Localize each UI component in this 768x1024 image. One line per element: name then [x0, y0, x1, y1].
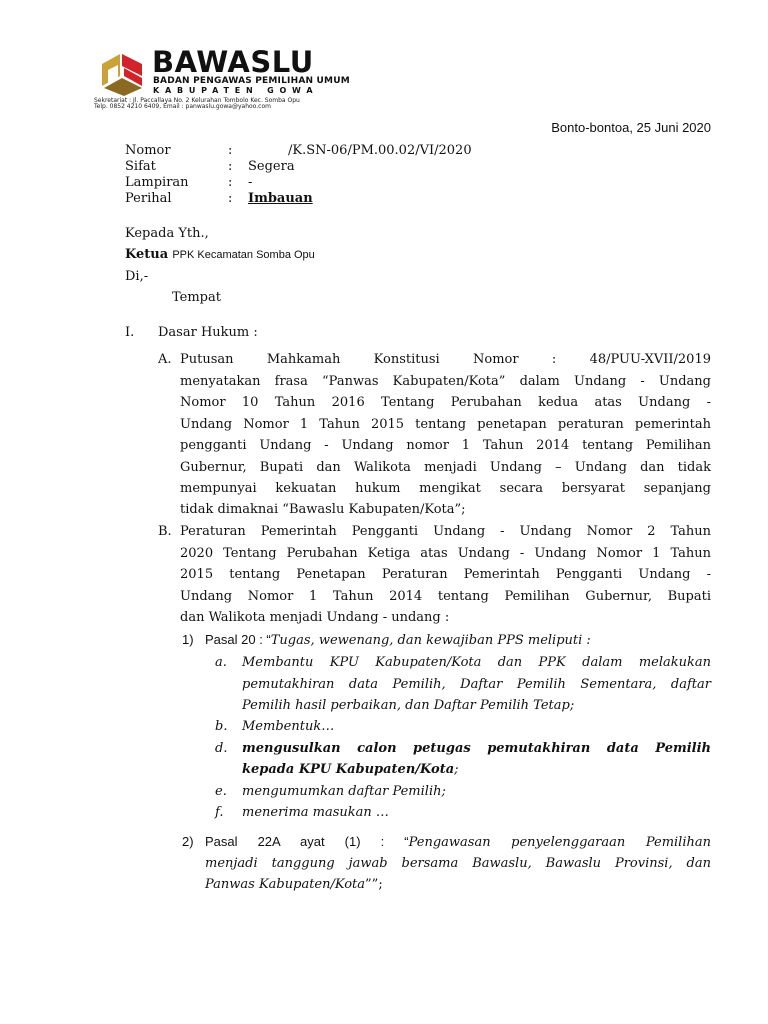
sub-b-label: b.: [215, 719, 228, 734]
item-a-line: Nomor 10 Tahun 2016 Tentang Perubahan kedua atas Undang -: [180, 395, 711, 410]
item-a-line: Undang Nomor 1 Tahun 2015 tentang penetapan peraturan pemerintah: [180, 417, 711, 432]
meta-key: Nomor: [125, 143, 171, 158]
pasal-22a-number: 2): [182, 834, 194, 849]
sub-d-label: d.: [215, 741, 228, 756]
greeting: Kepada Yth.,: [125, 226, 209, 241]
address-line-2: Telp. 0852 4210 6409, Email : panwaslu.gowa@yahoo.com: [94, 103, 271, 110]
item-b-line: 2020 Tentang Perubahan Ketiga atas Undang - Undang Nomor 1 Tahun: [180, 546, 711, 561]
sub-f-line: menerima masukan …: [242, 805, 389, 820]
meta-key: Lampiran: [125, 175, 189, 190]
item-a-line: Putusan Mahkamah Konstitusi Nomor : 48/PUU-XVII/2019: [180, 352, 711, 367]
pasal-22a-line-2: menjadi tanggung jawab bersama Bawaslu, Bawaslu Provinsi, dan: [205, 856, 711, 871]
item-a-line: tidak dimaknai “Bawaslu Kabupaten/Kota”;: [180, 502, 466, 517]
item-a-line: Gubernur, Bupati dan Walikota menjadi Undang – Undang dan tidak: [180, 460, 711, 475]
item-b-line: dan Walikota menjadi Undang - undang :: [180, 610, 450, 625]
sub-a-line: pemutakhiran data Pemilih, Daftar Pemilih Sementara, daftar: [242, 677, 711, 692]
pasal-22a-lead: Pasal 22A ayat (1) : “: [205, 834, 409, 849]
sub-a-label: a.: [215, 655, 227, 670]
sub-f-label: f.: [215, 805, 224, 820]
item-a-line: menyatakan frasa “Panwas Kabupaten/Kota” dalam Undang - Undang: [180, 374, 711, 389]
sub-a-line: Pemilih hasil perbaikan, dan Daftar Pemilih Tetap;: [242, 698, 575, 713]
sub-d-tail: ;: [454, 762, 459, 777]
tempat-line: Tempat: [172, 290, 221, 305]
pasal-20-lead: Pasal 20 : “: [205, 632, 271, 647]
sub-a-line: Membantu KPU Kabupaten/Kota dan PPK dalam melakukan: [242, 655, 711, 670]
meta-colon: :: [228, 191, 233, 206]
meta-row-lampiran: [125, 175, 252, 191]
meta-value: -: [248, 175, 253, 190]
pasal-22a-quote: Pengawasan penyelenggaraan Pemilihan: [408, 835, 711, 850]
recipient-title: [125, 247, 315, 263]
sub-d-line: mengusulkan calon petugas pemutakhiran data Pemilih: [242, 741, 711, 756]
meta-colon: :: [228, 159, 233, 174]
pasal-22a-tail: ””;: [365, 877, 383, 892]
pasal-22a-line-1: [205, 834, 711, 851]
sub-e-label: e.: [215, 784, 227, 799]
item-a-label: A.: [158, 352, 172, 367]
sub-b-line: Membentuk…: [242, 719, 335, 734]
sub-e-line: mengumumkan daftar Pemilih;: [242, 784, 446, 799]
pasal-20-quote: Tugas, wewenang, dan kewajiban PPS meliputi :: [270, 633, 591, 648]
pasal-20-number: 1): [182, 632, 194, 647]
item-b-line: 2015 tentang Penetapan Peraturan Pemerintah Pengganti Undang -: [180, 567, 711, 582]
recipient-role: Ketua: [125, 247, 169, 262]
meta-row-nomor: [125, 143, 472, 159]
org-region: KABUPATEN GOWA: [153, 86, 319, 95]
pasal-20-heading: [205, 632, 591, 649]
meta-value: Segera: [248, 159, 295, 174]
org-subtitle: BADAN PENGAWAS PEMILIHAN UMUM: [153, 76, 350, 86]
item-a-line: pengganti Undang - Undang nomor 1 Tahun 2014 tentang Pemilihan: [180, 438, 711, 453]
section-title: Dasar Hukum :: [158, 325, 258, 340]
item-b-line: Undang Nomor 1 Tahun 2014 tentang Pemilihan Gubernur, Bupati: [180, 589, 711, 604]
meta-value: Imbauan: [248, 191, 313, 206]
address-line-1: Sekretariat : Jl. Paccallaya No. 2 Kelurahan Tombolo Kec. Somba Opu: [94, 97, 300, 104]
item-b-line: Peraturan Pemerintah Pengganti Undang - Undang Nomor 2 Tahun: [180, 524, 711, 539]
di-line: Di,-: [125, 269, 149, 284]
pasal-22a-line-3: [205, 877, 383, 893]
meta-row-sifat: [125, 159, 295, 175]
pasal-22a-quote-end: Panwas Kabupaten/Kota: [205, 877, 366, 892]
sub-d-bold: kepada KPU Kabupaten/Kota: [242, 762, 455, 777]
recipient-office: PPK Kecamatan Somba Opu: [172, 249, 315, 261]
letter-date: Bonto-bontoa, 25 Juni 2020: [551, 120, 711, 135]
section-number: I.: [125, 325, 135, 340]
sub-d-line-2: [242, 762, 459, 778]
meta-row-perihal: [125, 191, 319, 207]
meta-colon: :: [228, 143, 233, 158]
org-name: BAWASLU: [152, 45, 314, 79]
item-a-line: mempunyai kekuatan hukum mengikat secara bersyarat sepanjang: [180, 481, 711, 496]
meta-key: Sifat: [125, 159, 156, 174]
item-b-label: B.: [158, 524, 172, 539]
meta-key: Perihal: [125, 191, 172, 206]
meta-colon: :: [228, 175, 233, 190]
bawaslu-logo-icon: [98, 48, 150, 96]
meta-value: /K.SN-06/PM.00.02/VI/2020: [288, 143, 472, 158]
